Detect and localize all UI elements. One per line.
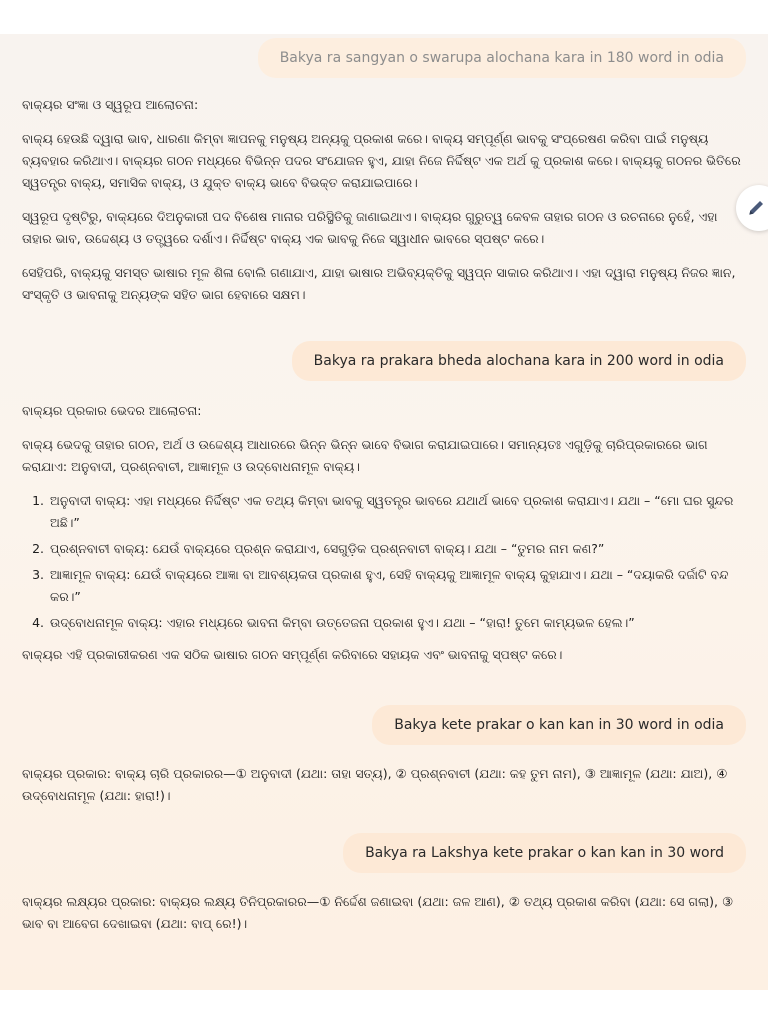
response-paragraph: ବାକ୍ୟ ଭେଦକୁ ତାହାର ଗଠନ, ଅର୍ଥ ଓ ଉଦ୍ଦେଶ୍ୟ ଆଧାରରେ ଭିନ୍ନ ଭିନ୍ନ ଭାବେ ବିଭାଗ କରାଯାଇପାରେ। ସମାନ୍ୟତଃ ଏଗୁଡ଼ିକୁ ଚାରିପ୍ରକାରରେ ଭାଗ କରାଯାଏ: ଅନୁବାଦୀ, ପ୍ରଶ୍ନବାଚୀ, ଆଜ୍ଞାମୂଳ ଓ ଉଦ୍ବୋଧନାମୂଳ ବାକ୍ୟ।	[22, 437, 708, 474]
assistant-response	[22, 400, 748, 678]
response-paragraph: ବାକ୍ୟର ପ୍ରକାର: ବାକ୍ୟ ଚାରି ପ୍ରକାରର—① ଅନୁବାଦୀ (ଯଥା: ତାହା ସତ୍ୟ), ② ପ୍ରଶ୍ନବାଚୀ (ଯଥା: କହ ତୁମ ନାମ), ③ ଆଜ୍ଞାମୂଳ (ଯଥା: ଯାଅ), ④ ଉଦ୍ବୋଧନାମୂଳ (ଯଥା: ହାରା!)।	[22, 766, 728, 803]
assistant-response	[22, 763, 748, 819]
user-message[interactable]: Bakya ra Lakshya kete prakar o kan kan in 30 word	[343, 833, 746, 873]
list-item: 2. ପ୍ରଶ୍ନବାଚୀ ବାକ୍ୟ: ଯେଉଁ ବାକ୍ୟରେ ପ୍ରଶ୍ନ କରାଯାଏ, ସେଗୁଡ଼ିକ ପ୍ରଶ୍ନବାଚୀ ବାକ୍ୟ। ଯଥା – “ତୁମର ନାମ କଣ?”	[48, 538, 748, 560]
list-item: 4. ଉଦ୍ବୋଧନାମୂଳ ବାକ୍ୟ: ଏହାର ମଧ୍ୟରେ ଭାବନା କିମ୍ବା ଉତ୍ତେଜନା ପ୍ରକାଶ ହୁଏ। ଯଥା – “ହାରା! ତୁମେ କାମ୍ୟଭଳ ହେଲ।”	[48, 612, 748, 634]
sentence-types-list	[22, 490, 748, 634]
response-paragraph: ବାକ୍ୟର ଏହି ପ୍ରକାରୀକରଣ ଏକ ସଠିକ ଭାଷାର ଗଠନ ସମ୍ପୂର୍ଣ୍ଣ କରିବାରେ ସହାୟକ ଏବଂ ଭାବନାକୁ ସ୍ପଷ୍ଟ କରେ।	[22, 647, 563, 662]
user-message[interactable]: Bakya ra prakara bheda alochana kara in 200 word in odia	[292, 341, 746, 381]
list-item: 1. ଅନୁବାଦୀ ବାକ୍ୟ: ଏହା ମଧ୍ୟରେ ନିର୍ଦ୍ଦିଷ୍ଟ ଏକ ତଥ୍ୟ କିମ୍ବା ଭାବକୁ ସ୍ୱତନ୍ତ୍ର ଭାବରେ ଯଥାର୍ଥ ଭାବେ ପ୍ରକାଶ କରାଯାଏ। ଯଥା – “ମୋ ଘର ସୁନ୍ଦର ଅଛି।”	[48, 490, 748, 534]
assistant-response	[22, 891, 748, 947]
response-paragraph: ସେହିପରି, ବାକ୍ୟକୁ ସମସ୍ତ ଭାଷାର ମୂଳ ଶିଳା ବୋଲି ଗଣାଯାଏ, ଯାହା ଭାଷାର ଅଭିବ୍ୟକ୍ତିକୁ ସ୍ୱପ୍ନ ସାକାର କରିଥାଏ। ଏହା ଦ୍ୱାରା ମନୁଷ୍ୟ ନିଜର ଜ୍ଞାନ, ସଂସ୍କୃତି ଓ ଭାବନାକୁ ଅନ୍ୟଙ୍କ ସହିତ ଭାଗ ହେବାରେ ସକ୍ଷମ।	[22, 265, 736, 302]
response-paragraph: ବାକ୍ୟ ହେଉଛି ଦ୍ୱାରା ଭାବ, ଧାରଣା କିମ୍ବା ଜ୍ଞାପନକୁ ମନୁଷ୍ୟ ଅନ୍ୟକୁ ପ୍ରକାଶ କରେ। ବାକ୍ୟ ସମ୍ପୂର୍ଣ୍ଣ ଭାବକୁ ସଂପ୍ରେଷଣ କରିବା ପାଇଁ ମନୁଷ୍ୟ ବ୍ୟବହାର କରିଥାଏ। ବାକ୍ୟର ଗଠନ ମଧ୍ୟରେ ବିଭିନ୍ନ ପଦର ସଂଯୋଜନ ହୁଏ, ଯାହା ନିଜେ ନିର୍ଦ୍ଦିଷ୍ଟ ଏକ ଅର୍ଥ କୁ ପ୍ରକାଶ କରେ। ବାକ୍ୟକୁ ଗଠନର ଭିତିରେ ସ୍ୱତନ୍ତ୍ର ବାକ୍ୟ, ସମାସିକ ବାକ୍ୟ, ଓ ଯୁକ୍ତ ବାକ୍ୟ ଭାବେ ବିଭକ୍ତ କରାଯାଇପାରେ।	[22, 131, 741, 190]
user-message[interactable]: Bakya kete prakar o kan kan in 30 word in odia	[372, 705, 746, 745]
response-paragraph: ବାକ୍ୟର ଲକ୍ଷ୍ୟର ପ୍ରକାର: ବାକ୍ୟର ଲକ୍ଷ୍ୟ ତିନିପ୍ରକାରର—① ନିର୍ଦ୍ଦେଶ ଜଣାଇବା (ଯଥା: ଜଳ ଆଣ), ② ତଥ୍ୟ ପ୍ରକାଶ କରିବା (ଯଥା: ସେ ଗଲା), ③ ଭାବ ବା ଆବେଗ ଦେଖାଇବା (ଯଥା: ବାପ୍ ରେ!)।	[22, 894, 734, 931]
list-item: 3. ଆଜ୍ଞାମୂଳ ବାକ୍ୟ: ଯେଉଁ ବାକ୍ୟରେ ଆଜ୍ଞା ବା ଆବଶ୍ୟକତା ପ୍ରକାଶ ହୁଏ, ସେହି ବାକ୍ୟକୁ ଆଜ୍ଞାମୂଳ ବାକ୍ୟ କୁହାଯାଏ। ଯଥା – “ଦୟାକରି ଦର୍ଜାଟି ବନ୍ଦ କର।”	[48, 564, 748, 608]
response-heading: ବାକ୍ୟର ସଂଜ୍ଞା ଓ ସ୍ୱରୂପ ଆଲୋଚନା:	[22, 97, 199, 112]
response-paragraph: ସ୍ୱରୂପ ଦୃଷ୍ଟିରୁ, ବାକ୍ୟରେ ଦିଅନୁକାରୀ ପଦ ବିଶେଷ ମାନାର ପରିସ୍ଥିତିକୁ ଜାଣାଇଥାଏ। ବାକ୍ୟର ଗୁରୁତ୍ୱ କେବଳ ତାହାର ଗଠନ ଓ ରଚନାରେ ନୁହେଁ, ଏହା ତାହାର ଭାବ, ଉଦ୍ଦେଶ୍ୟ ଓ ତତ୍ତ୍ୱରେ ଦର୍ଶାଏ। ନିର୍ଦ୍ଦିଷ୍ଟ ବାକ୍ୟ ଏକ ଭାବକୁ ନିଜେ ସ୍ୱାଧୀନ ଭାବରେ ସ୍ପଷ୍ଟ କରେ।	[22, 209, 718, 246]
assistant-response	[22, 94, 748, 318]
pencil-icon	[746, 198, 766, 218]
response-heading: ବାକ୍ୟର ପ୍ରକାର ଭେଦର ଆଲୋଚନା:	[22, 403, 202, 418]
chat-transcript[interactable]	[0, 34, 768, 990]
user-message[interactable]: Bakya ra sangyan o swarupa alochana kara in 180 word in odia	[258, 38, 746, 78]
